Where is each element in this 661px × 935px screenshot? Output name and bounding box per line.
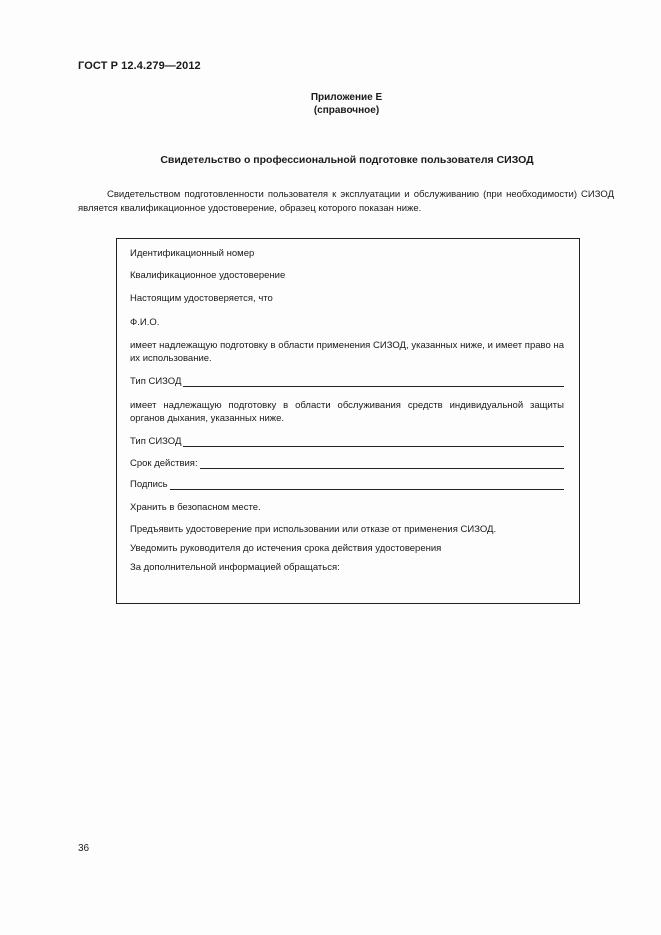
section-title: Свидетельство о профессиональной подготовке пользователя СИЗОД bbox=[160, 154, 534, 166]
type-underline-1 bbox=[183, 376, 564, 387]
signature-underline bbox=[170, 479, 564, 490]
standard-header: ГОСТ Р 12.4.279—2012 bbox=[78, 60, 201, 72]
validity-label: Срок действия: bbox=[130, 458, 198, 469]
annex-subtitle: (справочное) bbox=[313, 105, 380, 116]
training-use-text: имеет надлежащую подготовку в области применения СИЗОД, указанных ниже, и имеет право на их использование. bbox=[130, 340, 564, 364]
annex-heading bbox=[0, 91, 661, 117]
page-number: 36 bbox=[78, 843, 90, 854]
full-name-label: Ф.И.О. bbox=[130, 317, 160, 328]
validity-field bbox=[130, 458, 564, 470]
contact-text: За дополнительной информацией обращаться: bbox=[130, 562, 340, 573]
keep-safe-text: Хранить в безопасном месте. bbox=[130, 502, 261, 513]
type-label-2: Тип СИЗОД bbox=[130, 436, 182, 447]
type-field-1 bbox=[130, 376, 564, 388]
certificate-sample-box bbox=[116, 238, 580, 604]
present-text: Предъявить удостоверение при использовании или отказе от применения СИЗОД. bbox=[130, 524, 497, 535]
annex-title: Приложение Е bbox=[310, 92, 383, 103]
signature-label: Подпись bbox=[130, 479, 168, 490]
qualification-label: Квалификационное удостоверение bbox=[130, 270, 286, 281]
type-field-2 bbox=[130, 436, 564, 448]
type-underline-2 bbox=[183, 436, 564, 447]
certifies-text: Настоящим удостоверяется, что bbox=[130, 293, 273, 304]
intro-paragraph: Свидетельством подготовленности пользователя к эксплуатации и обслуживанию (при необходимости) СИЗОД является квалификационное удостоверение, образец которого показан ниже. bbox=[78, 189, 614, 214]
type-label-1: Тип СИЗОД bbox=[130, 376, 182, 387]
signature-field bbox=[130, 479, 564, 491]
notify-text: Уведомить руководителя до истечения срока действия удостоверения bbox=[130, 543, 442, 554]
id-number-label: Идентификационный номер bbox=[130, 248, 255, 259]
training-maintenance-text: имеет надлежащую подготовку в области обслуживания средств индивидуальной защиты органов дыхания, указанных ниже. bbox=[130, 400, 564, 424]
validity-underline bbox=[200, 458, 564, 469]
